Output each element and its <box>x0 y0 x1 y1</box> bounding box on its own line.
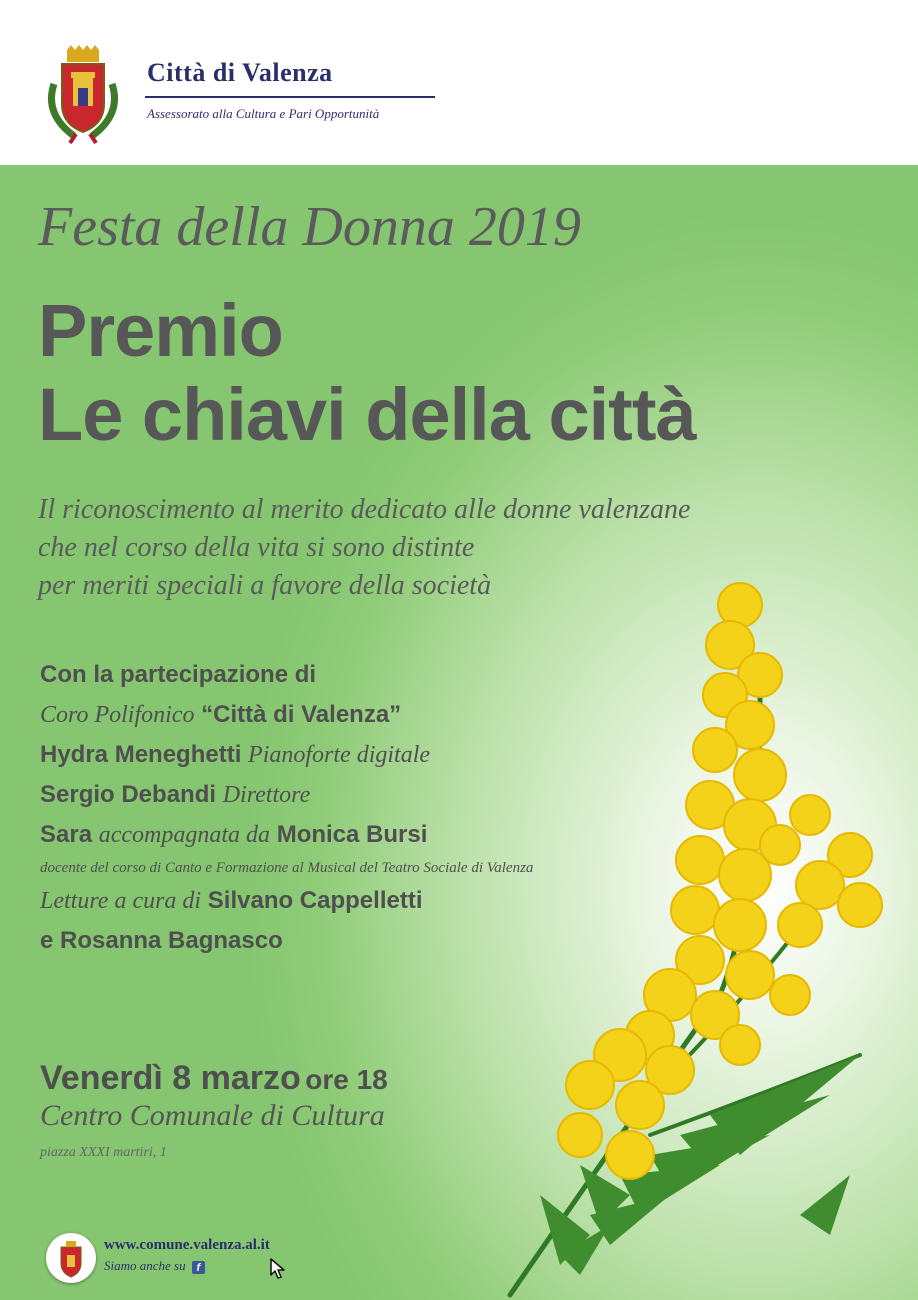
event-time: ore 18 <box>305 1064 388 1095</box>
footer-crest-icon <box>46 1233 96 1283</box>
award-description <box>38 491 690 605</box>
award-title-line-1: Premio <box>38 289 283 372</box>
participant-connector: accompagnata da <box>98 822 271 848</box>
participant-role: Pianoforte digitale <box>248 742 431 768</box>
poster-body <box>0 165 918 1300</box>
participant-row-letture <box>40 881 533 921</box>
participant-row-sara <box>40 815 533 855</box>
facebook-icon[interactable]: f <box>192 1261 205 1274</box>
event-venue: Centro Comunale di Cultura <box>40 1099 385 1132</box>
mouse-cursor-icon <box>268 1257 292 1281</box>
participant-role: Direttore <box>222 782 311 808</box>
participant-note: docente del corso di Canto e Formazione al Musical del Teatro Sociale di Valenza <box>40 860 534 876</box>
participant-name: Silvano Cappelletti <box>207 887 423 914</box>
header-divider <box>145 96 435 98</box>
participant-row-coro <box>40 695 533 735</box>
participant-name: Sara <box>40 821 93 848</box>
coro-name: “Città di Valenza” <box>201 701 402 728</box>
participant-row-hydra <box>40 735 533 775</box>
letture-prefix: Letture a cura di <box>40 888 202 914</box>
participant-row-sergio <box>40 775 533 815</box>
participant-name: Hydra Meneghetti <box>40 741 242 768</box>
department-name: Assessorato alla Cultura e Pari Opportunità <box>147 106 380 121</box>
award-title <box>38 289 696 457</box>
description-line: Il riconoscimento al merito dedicato alle donne valenzane <box>38 494 691 525</box>
event-festa-title: Festa della Donna 2019 <box>38 196 581 258</box>
event-date-time <box>40 1059 388 1098</box>
mimosa-branch-image <box>500 575 918 1300</box>
event-date: Venerdì 8 marzo <box>40 1059 301 1097</box>
coro-prefix: Coro Polifonico <box>40 702 195 728</box>
participants-list <box>40 655 533 961</box>
description-line: per meriti speciali a favore della società <box>38 570 492 601</box>
event-address: piazza XXXI martiri, 1 <box>40 1145 167 1160</box>
participant-name: Monica Bursi <box>276 821 428 848</box>
award-title-line-2: Le chiavi della città <box>38 373 696 456</box>
header <box>0 0 918 165</box>
participant-name: Sergio Debandi <box>40 781 217 808</box>
participant-row-rosanna: e Rosanna Bagnasco <box>40 927 283 954</box>
social-text: Siamo anche su <box>104 1258 186 1273</box>
website-link[interactable]: www.comune.valenza.al.it <box>104 1237 270 1253</box>
social-note <box>104 1258 205 1274</box>
participants-heading: Con la partecipazione di <box>40 661 317 688</box>
city-name: Città di Valenza <box>147 58 333 87</box>
city-crest-icon <box>40 44 126 144</box>
description-line: che nel corso della vita si sono distinte <box>38 532 475 563</box>
